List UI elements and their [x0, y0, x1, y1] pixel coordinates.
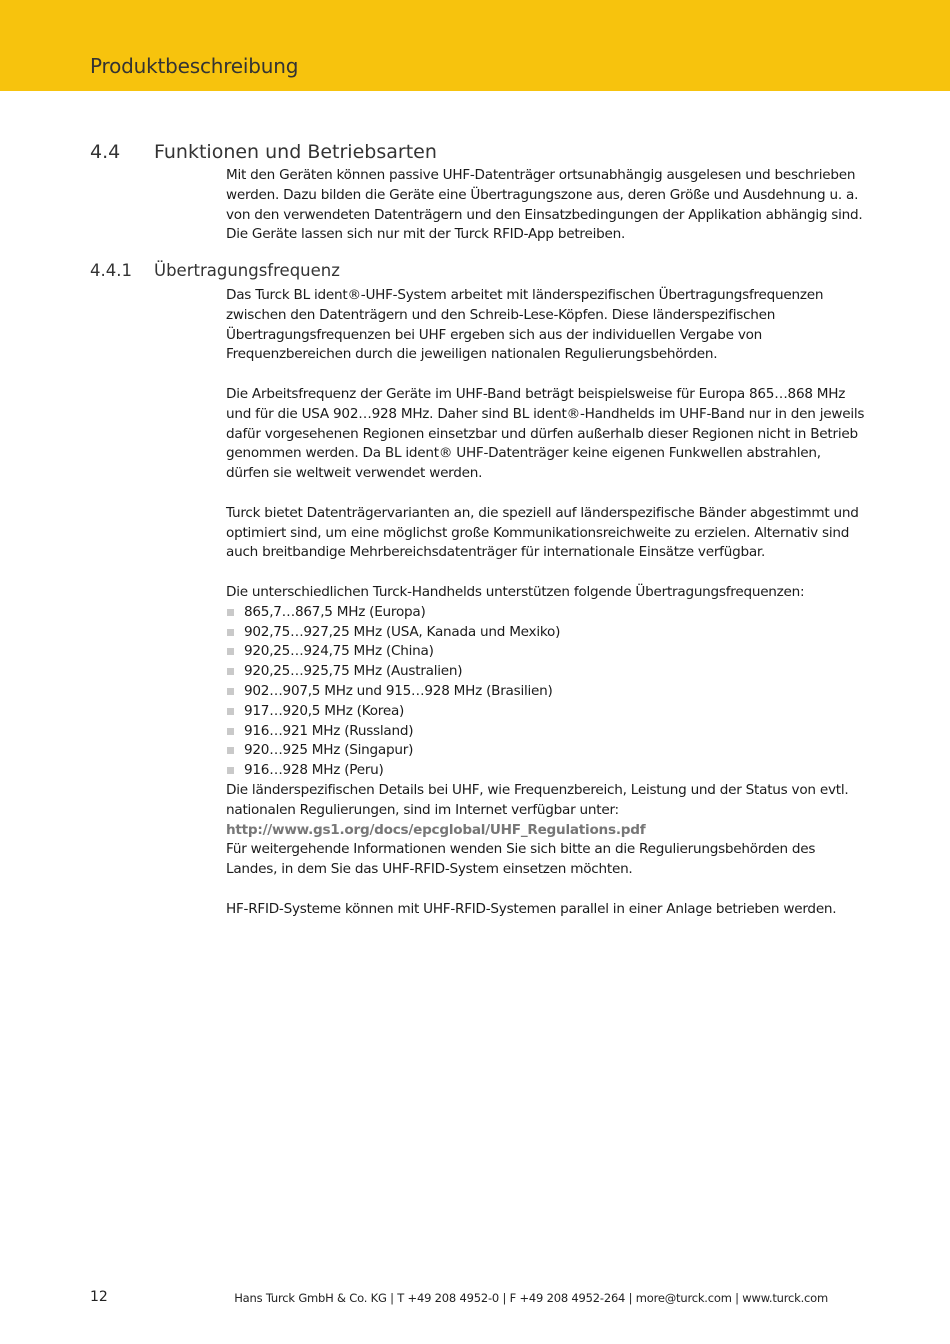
subsection-body: [226, 286, 866, 920]
subsection-title: Übertragungsfrequenz: [154, 261, 340, 280]
paragraph-contact: Für weitergehende Informationen wenden Sie sich bitte an die Regulierungsbehörden des Landes, in dem Sie das UHF-RFID-System einsetzen möchten.: [226, 841, 816, 878]
section-title: Funktionen und Betriebsarten: [154, 141, 437, 163]
section-body: [226, 166, 866, 245]
paragraph-frequency-intro: Das Turck BL ident®-UHF-System arbeitet mit länderspezifischen Übertragungsfrequenzen zwischen den Datenträgern und den Schreib-Lese-Köpfen. Diese länderspezifischen Übertragungsfrequenzen bei UHF ergeben sich aus der individuellen Vergabe von Frequenzbereichen durch die jeweiligen nationalen Regulierungsbehörden.: [226, 287, 824, 363]
bullet-square-icon: [227, 609, 234, 616]
section-number: 4.4: [90, 141, 121, 163]
list-item: [226, 761, 866, 781]
bullet-square-icon: [227, 708, 234, 715]
list-item: [226, 702, 866, 722]
frequency-label: 902,75…927,25 MHz (USA, Kanada und Mexiko): [244, 623, 561, 640]
bullet-square-icon: [227, 747, 234, 754]
regulations-link[interactable]: http://www.gs1.org/docs/epcglobal/UHF_Regulations.pdf: [226, 821, 646, 838]
footer-company-info: Hans Turck GmbH & Co. KG | T +49 208 4952-0 | F +49 208 4952-264 | more@turck.com | www.turck.com: [234, 1291, 828, 1305]
paragraph-carrier-variants: Turck bietet Datenträgervarianten an, die speziell auf länderspezifische Bänder abgestimmt und optimiert sind, um eine möglichst große Kommunikationsreichweite zu erzielen. Alternativ sind auch breitbandige Mehrbereichsdatenträger für internationale Einsätze verfügbar.: [226, 504, 859, 561]
list-item: [226, 603, 866, 623]
list-item: [226, 722, 866, 742]
list-item: [226, 642, 866, 662]
frequency-label: 916…928 MHz (Peru): [244, 762, 384, 779]
section-paragraph: Mit den Geräten können passive UHF-Datenträger ortsunabhängig ausgelesen und beschrieben werden. Dazu bilden die Geräte eine Übertragungszone aus, deren Größe und Ausdehnung u. a. von den verwendeten Datenträgern und den Einsatzbedingungen der Applikation abhängig sind. Die Geräte lassen sich nur mit der Turck RFID-App betreiben.: [226, 167, 863, 243]
list-item: [226, 623, 866, 643]
list-item: [226, 662, 866, 682]
frequency-label: 920…925 MHz (Singapur): [244, 742, 414, 759]
frequency-label: 920,25…924,75 MHz (China): [244, 643, 434, 660]
bullet-square-icon: [227, 688, 234, 695]
frequency-label: 902…907,5 MHz und 915…928 MHz (Brasilien): [244, 682, 553, 699]
bullet-square-icon: [227, 629, 234, 636]
bullet-square-icon: [227, 648, 234, 655]
frequency-label: 916…921 MHz (Russland): [244, 722, 414, 739]
list-item: [226, 741, 866, 761]
frequency-label: 920,25…925,75 MHz (Australien): [244, 663, 463, 680]
bullet-square-icon: [227, 767, 234, 774]
paragraph-details: Die länderspezifischen Details bei UHF, wie Frequenzbereich, Leistung und der Status von evtl. nationalen Regulierungen, sind im Internet verfügbar unter:: [226, 781, 849, 818]
header-title: Produktbeschreibung: [90, 54, 299, 78]
subsection-number: 4.4.1: [90, 261, 132, 280]
list-item: [226, 682, 866, 702]
paragraph-supported-frequencies: Die unterschiedlichen Turck-Handhelds unterstützen folgende Übertragungsfrequenzen:: [226, 583, 805, 600]
page-number: 12: [90, 1289, 108, 1305]
frequency-list: [226, 603, 866, 781]
bullet-square-icon: [227, 668, 234, 675]
frequency-label: 865,7…867,5 MHz (Europa): [244, 603, 426, 620]
frequency-label: 917…920,5 MHz (Korea): [244, 702, 405, 719]
paragraph-parallel: HF-RFID-Systeme können mit UHF-RFID-Systemen parallel in einer Anlage betrieben werden.: [226, 900, 837, 917]
paragraph-operating-frequency: Die Arbeitsfrequenz der Geräte im UHF-Band beträgt beispielsweise für Europa 865…868 MHz und für die USA 902…928 MHz. Daher sind BL ident®-Handhelds im UHF-Band nur in den jeweils dafür vorgesehenen Regionen einsetzbar und dürfen außerhalb dieser Regionen nicht in Betrieb genommen werden. Da BL ident® UHF-Datenträger keine eigenen Funkwellen abstrahlen, dürfen sie weltweit verwendet werden.: [226, 385, 865, 482]
bullet-square-icon: [227, 728, 234, 735]
page-header: [0, 0, 950, 91]
